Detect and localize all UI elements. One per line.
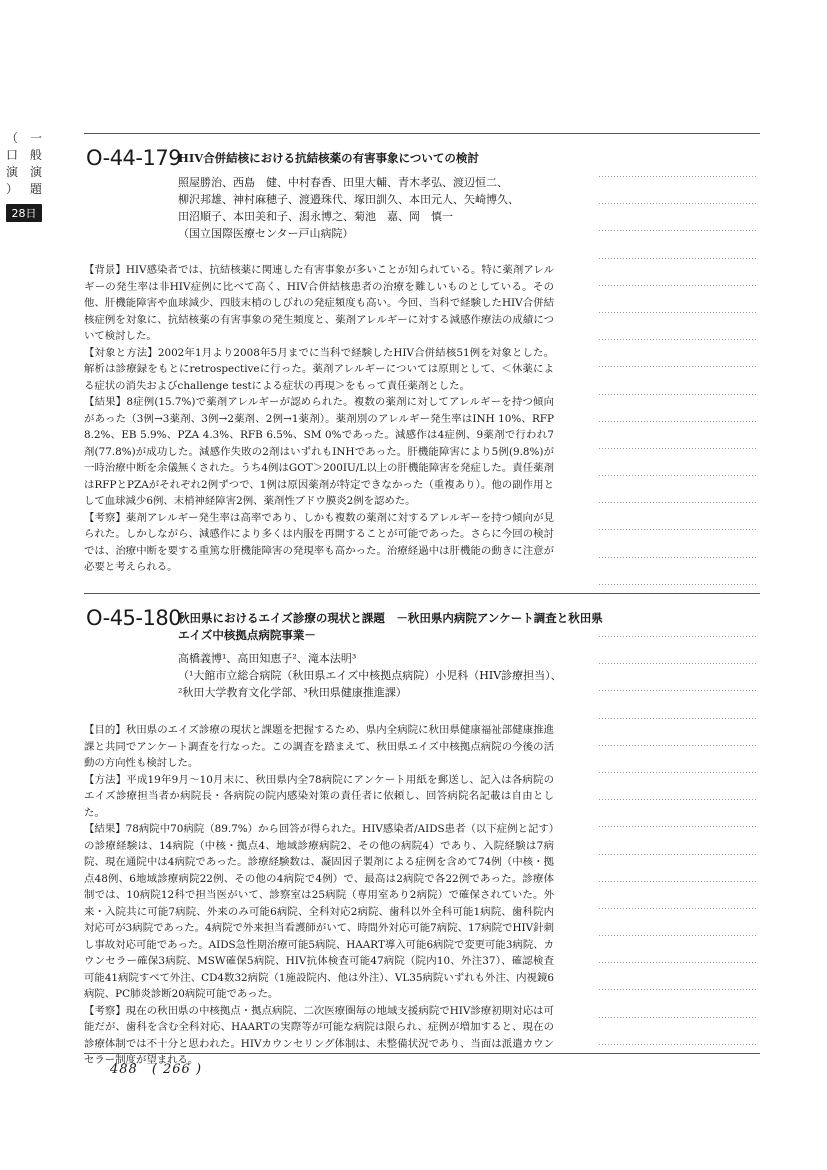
side-tab-char: 一	[29, 131, 42, 145]
author-line: 柳沢邦雄、神村麻穂子、渡邉珠代、塚田訓久、本田元人、矢崎博久、	[178, 193, 519, 206]
abstract-1-header	[86, 146, 606, 246]
paragraph-results: 【結果】8症例(15.7%)で薬剤アレルギーが認められた。複数の薬剤に対してアレルギーを持つ傾向があった（3例→3薬剤、3例→2薬剤、2例→1薬剤）。薬剤別のアレルギー発生率はINH 10%、RFP 8.2%、EB 5.9%、PZA 4.3%、RFB 6.5%、SM 0%であった。減感作は4症例、9薬剤で行われ7剤(77.8%)が成功した。減感作失敗の2剤はいずれもINHであった。肝機能障害により5例(9.8%)が一時治療中断を余儀無くされた。うち4例はGOT＞200IU/L以上の肝機能障害を発症した。責任薬剤はRFPとPZAがそれぞれ2例ずつで、1例は原因薬剤が特定できなかった（重複あり）。他の副作用として血球減少6例、末梢神経障害2例、薬剤性ブドウ膜炎2例を認めた。	[84, 396, 554, 507]
paragraph-background: 【背景】HIV感染者では、抗結核薬に関連した有害事象が多いことが知られている。特に薬剤アレルギーの発生率は非HIV症例に比べて高く、HIV合併結核患者の治療を難しいものとしている。その他、肝機能障害や血球減少、四肢末梢のしびれの発症頻度も高い。今回、当科で経験したHIV合併結核症例を対象に、抗結核薬の有害事象の発生頻度と、薬剤アレルギーに対する減感作療法の成績について検討した。	[84, 264, 554, 342]
divider-top	[84, 133, 760, 134]
abstract-2-authors	[178, 650, 598, 701]
side-tab-char: 般	[29, 148, 42, 162]
author-line: 高橋義博¹、高田知恵子²、滝本法明³	[178, 652, 357, 665]
side-tab-char: 演	[6, 165, 19, 179]
paragraph-discussion: 【考察】現在の秋田県の中核拠点・拠点病院、二次医療圏毎の地域支援病院でHIV診療初期対応は可能だが、歯科を含む全科対応、HAARTの実際等が可能な病院は限られ、症例が増加すると、現在の診療体制では不十分と思われた。HIVカウンセリング体制は、未整備状況であり、当面は派遣カウンセラー制度が望まれる。	[84, 1004, 554, 1066]
paragraph-results: 【結果】78病院中70病院（89.7%）から回答が得られた。HIV感染者/AIDS患者（以下症例と記す）の診療経験は、14病院（中核・拠点4、地域診療病院2、その他の病院4）であり、入院経験は7病院、現在通院中は4病院であった。診療経験数は、凝固因子製剤による症例を含めて74例（中核・拠点48例、6地域診療病院22例、その他の4病院で4例）で、最高は2病院で各22例であった。診療体制では、10病院12科で担当医がいて、診察室は25病院（専用室あり2病院）で確保されていた。外来・入院共に可能7病院、外来のみ可能6病院、全科対応2病院、歯科以外全科可能1病院、歯科院内対応可が3病院であった。4病院で外来担当看護師がいて、時間外対応可能7病院、17病院でHIV針刺し事故対応可能であった。AIDS急性期治療可能5病院、HAART導入可能6病院で変更可能3病院、カウンセラー確保3病院、MSW確保5病院、HIV抗体検査可能47病院（院内10、外注37）、確認検査可能41病院すべて外注、CD4数32病院（1施設院内、他は外注）、VL35病院いずれも外注、内視鏡6病院、PC肺炎診断20病院可能であった。	[84, 823, 554, 1000]
author-line: 照屋勝治、西島 健、中村春香、田里大輔、青木孝弘、渡辺恒二、	[178, 176, 508, 189]
divider-middle	[84, 593, 760, 594]
side-tab-char: 口	[6, 148, 19, 162]
abstract-1-id: O-44-179	[86, 146, 182, 170]
side-tab-col-right	[30, 130, 42, 198]
affiliation-line: （国立国際医療センター戸山病院）	[178, 227, 354, 240]
note-lines-2	[598, 636, 758, 1071]
affiliation-line: （¹大館市立総合病院（秋田県エイズ中核拠点病院）小児科（HIV診療担当）、	[178, 669, 562, 682]
abstract-1-body	[84, 262, 554, 576]
page-number: 488 ( 266 )	[110, 1062, 203, 1077]
abstract-1-title: HIV合併結核における抗結核薬の有害事象についての検討	[178, 151, 479, 165]
author-line: 田沼順子、本田美和子、潟永博之、菊池 嘉、岡 慎一	[178, 210, 453, 223]
affiliation-line: ²秋田大学教育文化学部、³秋田県健康推進課）	[178, 686, 407, 699]
divider-bottom	[84, 1053, 760, 1054]
side-tab-date: 28日	[6, 204, 42, 222]
paragraph-methods: 【対象と方法】2002年1月より2008年5月までに当科で経験したHIV合併結核51例を対象とした。解析は診療録をもとにretrospectiveに行った。薬剤アレルギーについては原則として、＜休薬による症状の消失およびchallenge testによる症状の再現＞をもって責任薬剤とした。	[84, 346, 554, 392]
abstract-1-authors	[178, 174, 598, 242]
note-lines-1	[598, 176, 758, 611]
section-side-tab	[6, 130, 42, 222]
side-tab-char: （	[6, 131, 19, 145]
abstract-2-body	[84, 722, 554, 1069]
side-tab-char: 題	[29, 182, 42, 196]
abstract-2-id: O-45-180	[86, 606, 182, 630]
abstract-2-title: 秋田県におけるエイズ診療の現状と課題 －秋田県内病院アンケート調査と秋田県エイズ中核拠点病院事業－	[178, 611, 603, 642]
abstract-2-header	[86, 606, 606, 716]
paragraph-objective: 【目的】秋田県のエイズ診療の現状と課題を把握するため、県内全病院に秋田県健康福祉部健康推進課と共同でアンケート調査を行なった。この調査を踏まえて、秋田県エイズ中核拠点病院の今後の活動の方向性も検討した。	[84, 724, 554, 769]
side-tab-char: ）	[6, 182, 19, 196]
paragraph-methods: 【方法】平成19年9月〜10月末に、秋田県内全78病院にアンケート用紙を郵送し、記入は各病院のエイズ診療担当者か病院長・各病院の院内感染対策の責任者に依頼し、回答病院名記載は自由とした。	[84, 773, 554, 819]
side-tab-char: 演	[29, 165, 42, 179]
side-tab-col-left	[6, 130, 18, 198]
paragraph-discussion: 【考察】薬剤アレルギー発生率は高率であり、しかも複数の薬剤に対するアレルギーを持つ傾向が見られた。しかしながら、減感作により多くは内服を再開することが可能であった。さらに今回の検討では、治療中断を要する重篤な肝機能障害の発現率も高かった。治療経過中は肝機能の動きに注意が必要と考えられる。	[84, 511, 554, 573]
